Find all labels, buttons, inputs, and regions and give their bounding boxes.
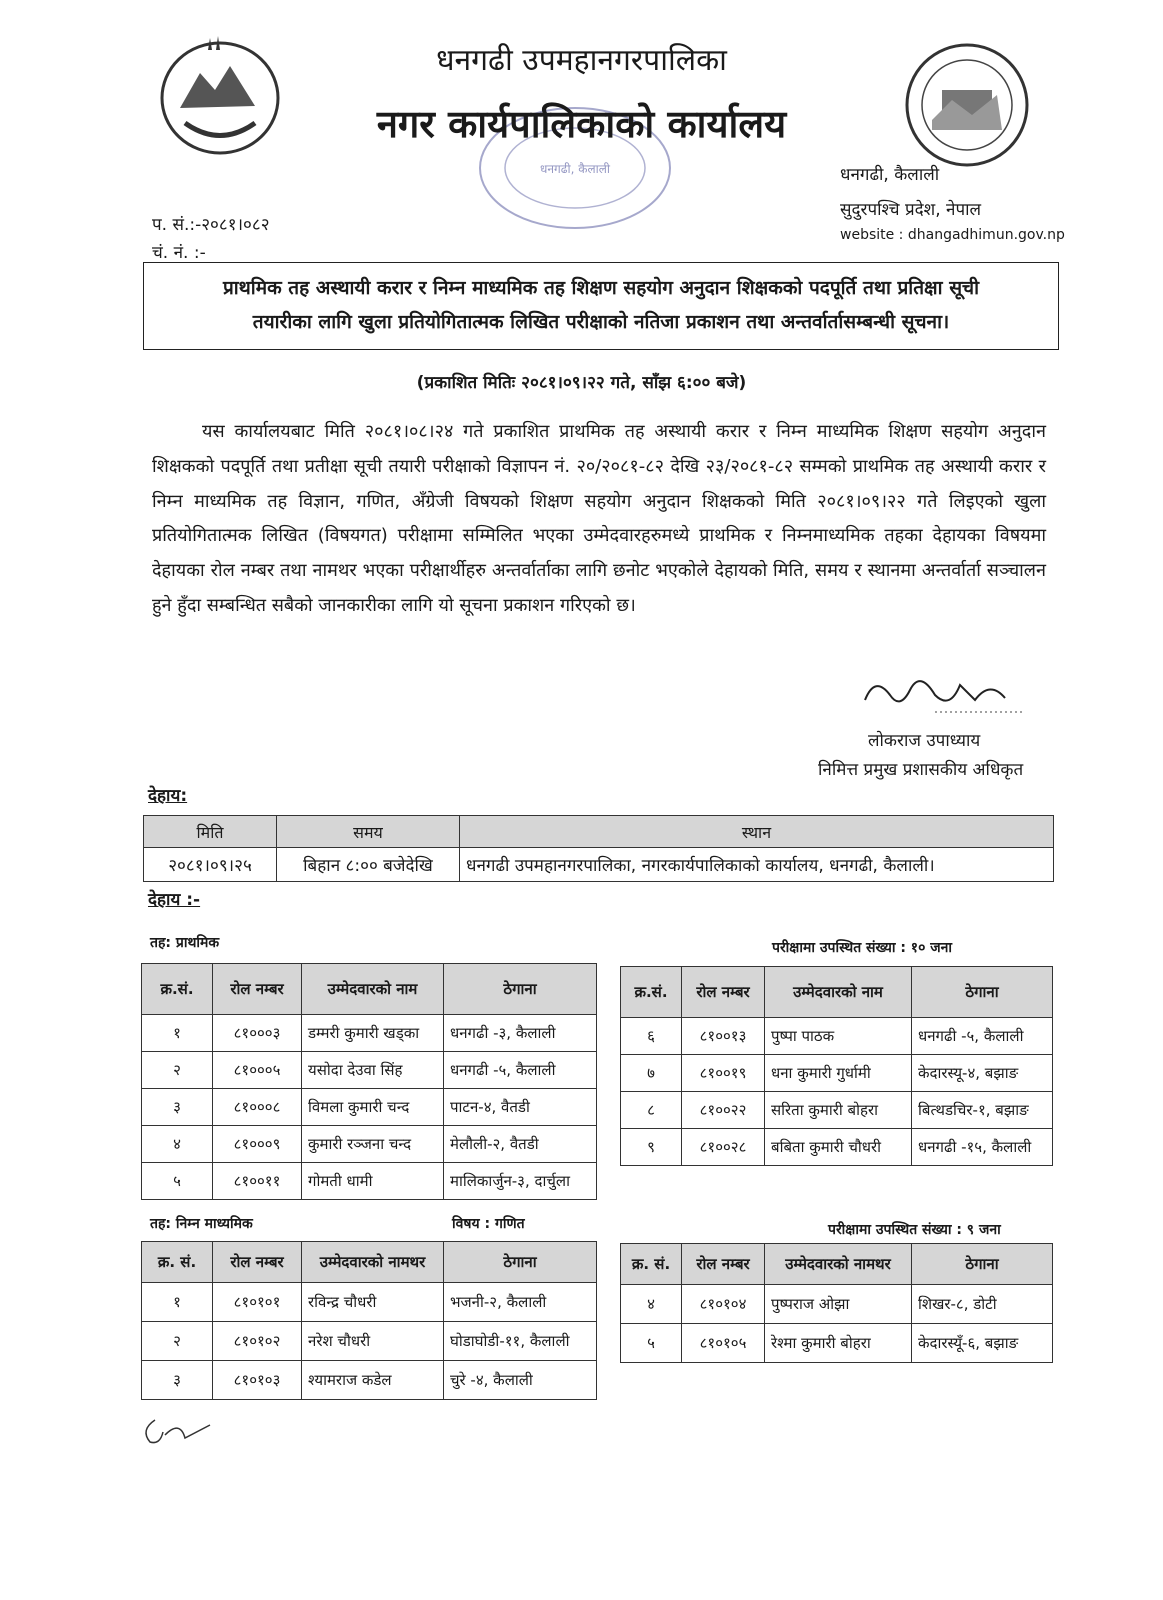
cell-serial: ४	[621, 1285, 682, 1324]
cell-name: गोमती धामी	[302, 1163, 444, 1200]
schedule-header-time: समय	[277, 816, 460, 848]
cell-address: केदारस्यूँ-६, बझाङ	[912, 1324, 1053, 1363]
table-row	[621, 1285, 1053, 1324]
schedule-table	[143, 815, 1054, 882]
table-row	[142, 1052, 597, 1089]
schedule-header-venue: स्थान	[460, 816, 1054, 848]
header-address: ठेगाना	[912, 967, 1053, 1018]
table-row	[621, 1129, 1053, 1166]
header-address: ठेगाना	[444, 964, 597, 1015]
signatory-designation: निमित्त प्रमुख प्रशासकीय अधिकृत	[818, 760, 1024, 780]
schedule-venue: धनगढी उपमहानगरपालिका, नगरकार्यपालिकाको कार्यालय, धनगढी, कैलाली।	[460, 848, 1054, 882]
cell-roll: ८१०००३	[213, 1015, 302, 1052]
cell-name: रेश्मा कुमारी बोहरा	[765, 1324, 912, 1363]
schedule-header-row	[144, 816, 1054, 848]
header-roll: रोल नम्बर	[213, 1242, 302, 1283]
cell-roll: ८१०१०३	[213, 1361, 302, 1400]
cell-serial: ७	[621, 1055, 682, 1092]
cell-serial: ४	[142, 1126, 213, 1163]
table-row	[142, 1163, 597, 1200]
schedule-date: २०८१।०९।२५	[144, 848, 277, 882]
cell-name: कुमारी रञ्जना चन्द	[302, 1126, 444, 1163]
cell-serial: ५	[142, 1163, 213, 1200]
dispatch-number: चं. नं. :-	[152, 243, 206, 263]
cell-address: बित्थडचिर-१, बझाङ	[912, 1092, 1053, 1129]
cell-roll: ८१००१३	[682, 1018, 765, 1055]
table-row	[142, 1089, 597, 1126]
primary-table-left	[141, 963, 597, 1200]
office-name: नगर कार्यपालिकाको कार्यालय	[376, 102, 787, 146]
cell-roll: ८१००११	[213, 1163, 302, 1200]
primary-count-label: परीक्षामा उपस्थित संख्या : १० जना	[772, 940, 953, 956]
cell-roll: ८१००१९	[682, 1055, 765, 1092]
cell-address: पाटन-४, वैतडी	[444, 1089, 597, 1126]
lower-secondary-table-left	[141, 1241, 597, 1400]
cell-roll: ८१०१०२	[213, 1322, 302, 1361]
cell-roll: ८१००२२	[682, 1092, 765, 1129]
cell-address: चुरे -४, कैलाली	[444, 1361, 597, 1400]
cell-name: पुष्पराज ओझा	[765, 1285, 912, 1324]
published-date: (प्रकाशित मितिः २०८१।०९।२२ गते, साँझ ६:०० बजे)	[416, 373, 747, 393]
cell-serial: १	[142, 1015, 213, 1052]
schedule-header-date: मिति	[144, 816, 277, 848]
table-header-row	[142, 964, 597, 1015]
table-row	[621, 1324, 1053, 1363]
cell-serial: १	[142, 1283, 213, 1322]
header-name: उम्मेदवारको नामथर	[302, 1242, 444, 1283]
cell-serial: २	[142, 1322, 213, 1361]
header-serial: क्र. सं.	[621, 1244, 682, 1285]
cell-roll: ८१०००९	[213, 1126, 302, 1163]
cell-address: मेलौली-२, वैतडी	[444, 1126, 597, 1163]
cell-serial: ३	[142, 1089, 213, 1126]
cell-serial: ३	[142, 1361, 213, 1400]
initials-mark	[135, 1410, 215, 1450]
lower-secondary-level-label: तह: निम्न माध्यमिक	[150, 1216, 253, 1232]
cell-address: शिखर-८, डोटी	[912, 1285, 1053, 1324]
table-row	[621, 1092, 1053, 1129]
schedule-row	[144, 848, 1054, 882]
table-row	[142, 1361, 597, 1400]
table-row	[142, 1322, 597, 1361]
cell-address: भजनी-२, कैलाली	[444, 1283, 597, 1322]
table-row	[142, 1283, 597, 1322]
header-serial: क्र. सं.	[142, 1242, 213, 1283]
cell-address: धनगढी -१५, कैलाली	[912, 1129, 1053, 1166]
header-roll: रोल नम्बर	[682, 1244, 765, 1285]
cell-name: डम्मरी कुमारी खड्का	[302, 1015, 444, 1052]
cell-address: केदारस्यू-४, बझाङ	[912, 1055, 1053, 1092]
schedule-heading: देहाय:	[148, 786, 188, 806]
cell-name: यसोदा देउवा सिंह	[302, 1052, 444, 1089]
header-serial: क्र.सं.	[142, 964, 213, 1015]
cell-serial: ९	[621, 1129, 682, 1166]
primary-level-label: तह: प्राथमिक	[150, 935, 220, 951]
table-row	[142, 1126, 597, 1163]
cell-address: धनगढी -५, कैलाली	[444, 1052, 597, 1089]
signatory-name: लोकराज उपाध्याय	[868, 731, 981, 751]
cell-serial: ८	[621, 1092, 682, 1129]
notice-body: यस कार्यालयबाट मिति २०८१।०८।२४ गते प्रकाशित प्राथमिक तह अस्थायी करार र निम्न माध्यमिक शिक्षण सहयोग अनुदान शिक्षकको पदपूर्ति तथा प्रतीक्षा सूची तयारी परीक्षाको विज्ञापन नं. २०/२०८१-८२ देखि २३/२०८१-८२ सम्मको प्राथमिक तह अस्थायी करार र निम्न माध्यमिक तह विज्ञान, गणित, अँग्रेजी विषयको शिक्षण सहयोग अनुदान शिक्षकको मिति २०८१।०९।२२ गते लिइएको खुला प्रतियोगितात्मक लिखित (विषयगत) परीक्षामा सम्मिलित भएका उम्मेदवारहरुमध्ये प्राथमिक र निम्नमाध्यमिक तहका देहायका विषयमा देहायका रोल नम्बर तथा नामथर भएका परीक्षार्थीहरु अन्तर्वार्ताका लागि छनोट भएकोले देहायको मिति, समय र स्थानमा अन्तर्वार्ता सञ्चालन हुने हुँदा सम्बन्धित सबैको जानकारीका लागि यो सूचना प्रकाशन गरिएको छ।	[152, 421, 1046, 616]
ref-number: प. सं.:-२०८१।०८२	[152, 215, 270, 235]
header-name: उम्मेदवारको नाम	[302, 964, 444, 1015]
header-name: उम्मेदवारको नाम	[765, 967, 912, 1018]
schedule-time: बिहान ८:०० बजेदेखि	[277, 848, 460, 882]
cell-name: बबिता कुमारी चौधरी	[765, 1129, 912, 1166]
cell-name: धना कुमारी गुर्धामी	[765, 1055, 912, 1092]
signature	[855, 660, 1035, 720]
list-heading: देहाय :-	[148, 890, 201, 910]
header-address: ठेगाना	[444, 1242, 597, 1283]
cell-name: सरिता कुमारी बोहरा	[765, 1092, 912, 1129]
cell-serial: ५	[621, 1324, 682, 1363]
notice-title-box	[143, 262, 1059, 350]
lower-secondary-count-label: परीक्षामा उपस्थित संख्या : ९ जना	[828, 1222, 1001, 1238]
cell-address: घोडाघोडी-११, कैलाली	[444, 1322, 597, 1361]
subject-label: विषय : गणित	[452, 1216, 525, 1232]
cell-address: मालिकार्जुन-३, दार्चुला	[444, 1163, 597, 1200]
table-header-row	[142, 1242, 597, 1283]
cell-serial: २	[142, 1052, 213, 1089]
header-address: ठेगाना	[912, 1244, 1053, 1285]
header-serial: क्र.सं.	[621, 967, 682, 1018]
cell-name: विमला कुमारी चन्द	[302, 1089, 444, 1126]
cell-serial: ६	[621, 1018, 682, 1055]
cell-name: नरेश चौधरी	[302, 1322, 444, 1361]
header-roll: रोल नम्बर	[213, 964, 302, 1015]
website: website : dhangadhimun.gov.np	[840, 227, 1065, 243]
address-line-1: धनगढी, कैलाली	[840, 165, 940, 185]
svg-text:धनगढी, कैलाली: धनगढी, कैलाली	[540, 162, 610, 176]
cell-roll: ८१०००८	[213, 1089, 302, 1126]
cell-name: श्यामराज कडेल	[302, 1361, 444, 1400]
table-header-row	[621, 1244, 1053, 1285]
cell-roll: ८१०१०१	[213, 1283, 302, 1322]
table-row	[621, 1055, 1053, 1092]
notice-title-line-2: तयारीका लागि खुला प्रतियोगितात्मक लिखित परीक्षाको नतिजा प्रकाशन तथा अन्तर्वार्तासम्बन्धी सूचना।	[252, 311, 950, 333]
cell-roll: ८१००२८	[682, 1129, 765, 1166]
cell-roll: ८१०००५	[213, 1052, 302, 1089]
municipality-name: धनगढी उपमहानगरपालिका	[436, 43, 727, 78]
cell-address: धनगढी -३, कैलाली	[444, 1015, 597, 1052]
cell-name: रविन्द्र चौधरी	[302, 1283, 444, 1322]
address-line-2: सुदुरपश्चि प्रदेश, नेपाल	[840, 200, 982, 220]
table-row	[142, 1015, 597, 1052]
header-roll: रोल नम्बर	[682, 967, 765, 1018]
header-name: उम्मेदवारको नामथर	[765, 1244, 912, 1285]
primary-table-right	[620, 966, 1053, 1166]
notice-title-line-1: प्राथमिक तह अस्थायी करार र निम्न माध्यमिक तह शिक्षण सहयोग अनुदान शिक्षकको पदपूर्ति तथा प्रतिक्षा सूची	[222, 277, 980, 299]
cell-roll: ८१०१०५	[682, 1324, 765, 1363]
table-row	[621, 1018, 1053, 1055]
cell-name: पुष्पा पाठक	[765, 1018, 912, 1055]
cell-address: धनगढी -५, कैलाली	[912, 1018, 1053, 1055]
lower-secondary-table-right	[620, 1243, 1053, 1363]
table-header-row	[621, 967, 1053, 1018]
cell-roll: ८१०१०४	[682, 1285, 765, 1324]
